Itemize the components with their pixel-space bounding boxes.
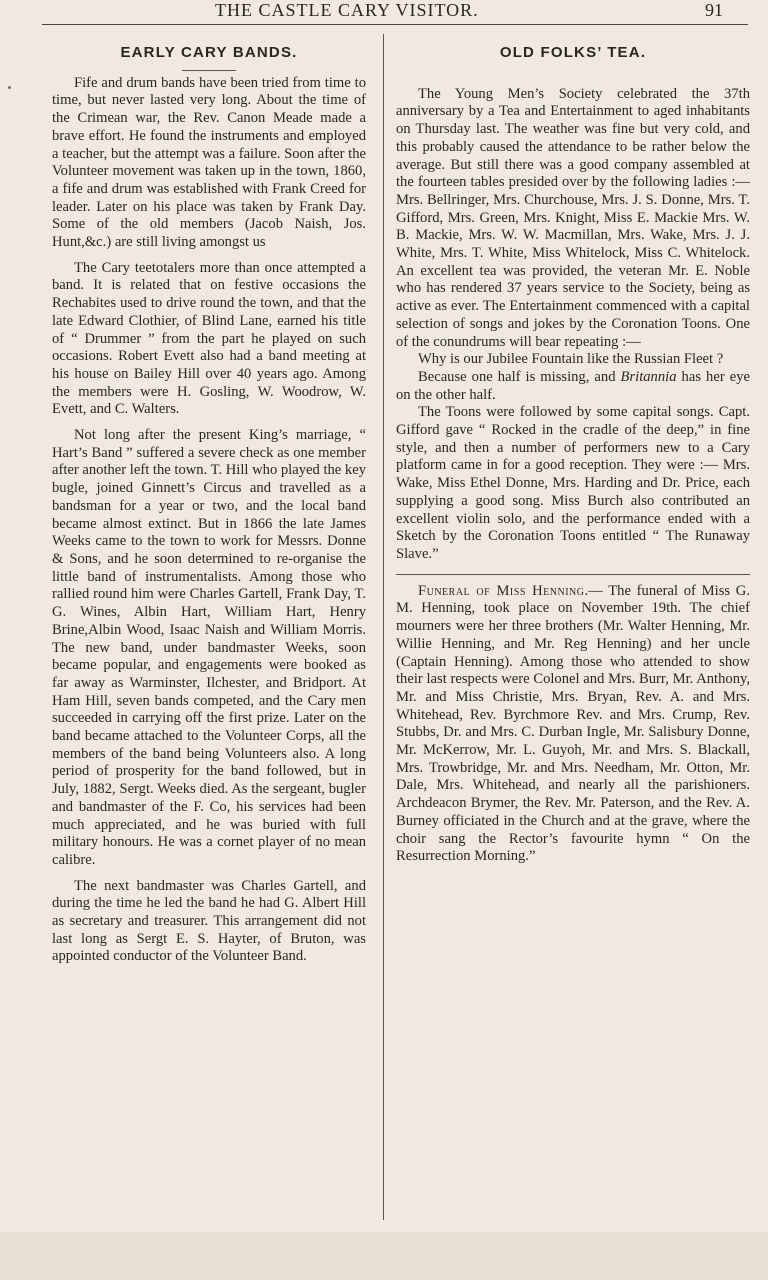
article-paragraph: The Toons were followed by some capital songs. Capt. Gifford gave “ Rocked in the cradle of the deep,” in fine style, and then a number of performers new to a Cary platform came in for a good reception. They were :— Mrs. Wake, Miss Ethel Donne, Mrs. Harding and Dr. Price, each supplying a good song. Miss Burch also contributed an excellent violin solo, and the performance ended with a Sketch by the Coronation Toons entitled “ The Runaway Slave.” — [396, 404, 750, 562]
article-headline-tea: OLD FOLKS’ TEA. — [499, 44, 647, 61]
funeral-notice — [396, 583, 750, 866]
left-column — [52, 44, 366, 974]
column-divider — [383, 34, 384, 1220]
riddle-answer-italic: Britannia — [620, 368, 677, 385]
page-number: 91 — [705, 0, 723, 20]
headline-rule — [182, 70, 236, 71]
article-paragraph: The next bandmaster was Charles Gartell, and during the time he led the band he had G. Albert Hill as secretary and treasurer. This arrangement did not last long as Sergt E. S. Hayter, of Bruton, was appointed conductor of the Volunteer Band. — [52, 877, 366, 965]
article-headline-bands: EARLY CARY BANDS. — [120, 44, 298, 61]
article-paragraph: Fife and drum bands have been tried from time to time, but never lasted very long. About the time of the Crimean war, the Rev. Canon Meade made a brave effort. He found the instruments and employed a teacher, but the attempt was a failure. Soon after the Volunteer movement was taken up in the town, 1860, a fife and drum was established with Frank Creed for leader. Later on his place was taken by Frank Day. Some of the old members (Jacob Naish, Jos. Hunt,&c.) are still living amongst us — [52, 74, 366, 251]
riddle-question: Why is our Jubilee Fountain like the Russian Fleet ? — [418, 351, 724, 368]
funeral-text: .— The funeral of Miss G. M. Henning, took place on November 19th. The chief mourners were her three brothers (Mr. Walter Henning, Mr. Willie Henning, and Mr. Reg Henning) and her uncle (Captain Henning). Among those who attended to show their last respects were Colonel and Mrs. Burr, Mr. Anthony, Mr. and Miss Christie, Mrs. Bryan, Rev. A. and Mrs. Whitehead, Rev. Byrchmore Rev. and Mrs. Crump, Rev. Stubbs, Dr. and Mrs. C. Durban Ingle, Mr. Salisbury Donne, Mr. McKerrow, Mr. L. Guyoh, Mr. and Mrs. S. Blackall, Mrs. Trowbridge, Mr. and Mrs. Needham, Mr. Otton, Mr. Dale, Mrs. Whitehead, and nearly all the parishioners. Archdeacon Brymer, the Rev. Mr. Paterson, and the Rev. A. Burney officiated in the Church and at the grave, where the choir sang the Rector’s favourite hymn “ On the Resurrection Morning.” — [396, 582, 750, 865]
page-bottom-margin — [0, 1232, 768, 1280]
article-paragraph: Not long after the present King’s marriage, “ Hart’s Band ” suffered a severe check as one member after another left the town. T. Hill who played the key bugle, joined Ginnett’s Circus and travelled as a bandsman for a year or two, and the local band became almost extinct. But in 1866 the late James Weeks came to the town to work for Messrs. Donne & Sons, and he soon determined to re-organise the little band of instrumentalists. Among those who rallied round him were Charles Gartell, Frank Day, T. G. Wines, Albin Hart, William Hart, Henry Brine,Albin Wood, Isaac Naish and William Morris. The new band, under bandmaster Weeks, soon became popular, and engagements were booked as far away as Warminster, Ilchester, and Bridport. At Ham Hill, seven bands competed, and the Cary men succeeded in carrying off the first prize. Later on the band became attached to the Volunteer Corps, all the members of the band being Volunteers also. A long period of prosperity for the band followed, but in July, 1882, Sergt. Weeks died. As the sergeant, bugler and bandmaster of the F. Co, his services had been much appreciated, and he was buried with full military honours. He was a cornet player of no mean calibre. — [52, 427, 366, 868]
funeral-heading: Funeral of Miss Henning — [418, 582, 585, 599]
article-paragraph: The Cary teetotalers more than once attempted a band. It is related that on festive occasions the Rechabites used to drive round the town, and that the late Edward Clothier, of Blind Lane, earned his title of “ Drummer ” from the part he played on such occasions. Robert Evett also had a band meeting at his house on Bailey Hill over 40 years ago. Among the members were H. Gosling, W. Woodrow, W. Evett, and C. Walters. — [52, 259, 366, 418]
riddle-answer — [396, 369, 750, 404]
riddle-answer-end: has her eye on the other half. — [396, 368, 750, 403]
riddle-answer-start: Because one half is missing, and — [418, 368, 621, 385]
section-rule — [396, 574, 750, 575]
header-rule — [42, 24, 748, 25]
article-paragraph: The Young Men’s Society celebrated the 37th anniversary by a Tea and Entertainment to aged inhabitants on Thursday last. The weather was fine but very cold, and this probably caused the attendance to be rather below the average. But still there was a good company assembled at the fourteen tables presided over by the following ladies :—Mrs. Bellringer, Mrs. Churchouse, Mrs. J. S. Donne, Mrs. T. Gifford, Mrs. Green, Mrs. Knight, Miss E. Mackie Mrs. W. B. Mackie, Mrs. W. W. Macmillan, Mrs. Wake, Mrs. J. J. White, Mrs. T. White, Miss Whitelock, Miss C. Whitelock. An excellent tea was provided, the veteran Mr. E. Noble who has rendered 37 years service to the Society, being as active as ever. The Entertainment commenced with a capital selection of songs and jokes by the Coronation Toons. One of the conundrums will bear repeating :— — [396, 85, 750, 350]
publication-title: THE CASTLE CARY VISITOR. — [215, 0, 479, 20]
running-head — [0, 0, 768, 22]
headline-spacer — [396, 62, 750, 86]
margin-speck — [8, 86, 11, 89]
right-column — [396, 44, 750, 874]
